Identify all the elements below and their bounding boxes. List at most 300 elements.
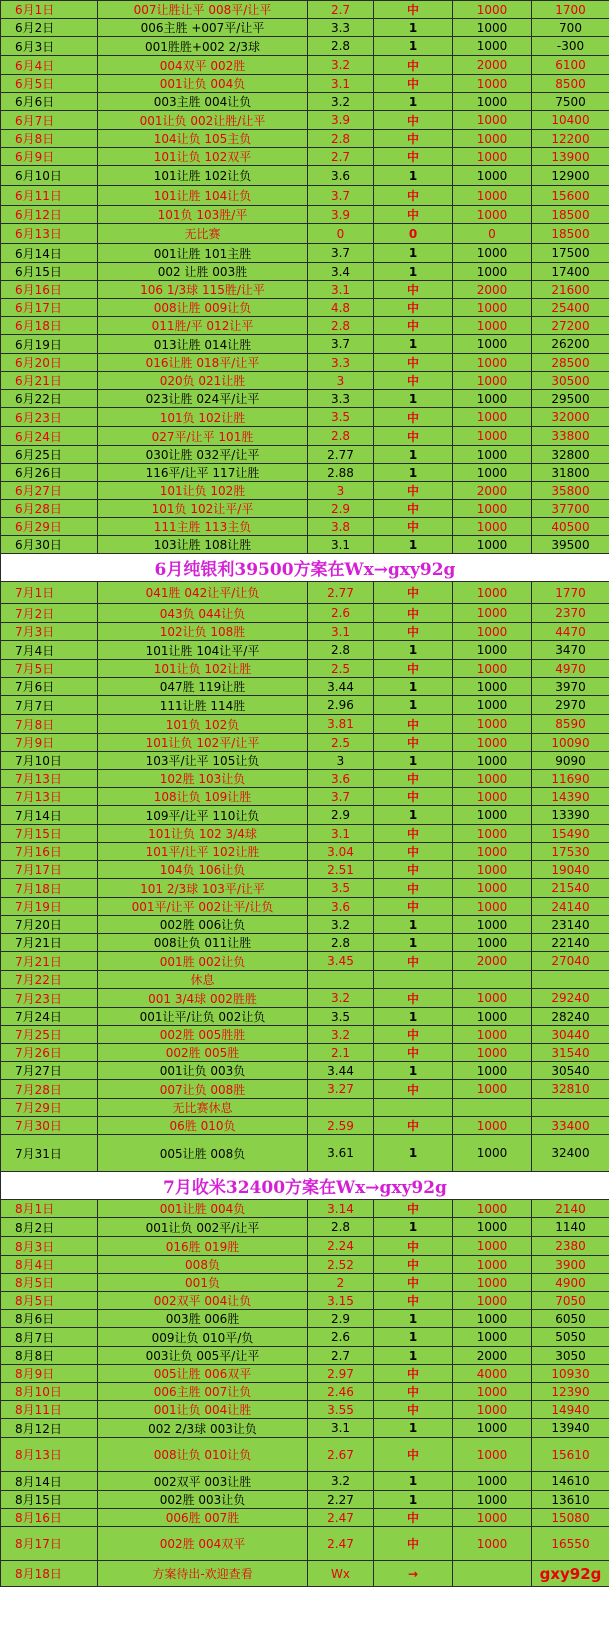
total-cell: 9090 (532, 752, 609, 770)
result-cell: 1 (374, 244, 453, 263)
total-cell: 1700 (532, 1, 609, 19)
total-cell: 13940 (532, 1419, 609, 1438)
total-cell (532, 1099, 609, 1117)
odds-cell: 3.1 (308, 75, 374, 93)
total-cell: 14610 (532, 1472, 609, 1491)
odds-cell: 3.5 (308, 1008, 374, 1026)
total-cell: 15490 (532, 825, 609, 843)
result-cell: 1 (374, 1491, 453, 1509)
date-cell: 6月5日 (1, 75, 98, 93)
table-row (1, 1080, 609, 1099)
date-cell: 7月16日 (1, 843, 98, 861)
stake-cell: 1000 (453, 408, 532, 427)
match-cell: 004双平 002胜 (98, 56, 308, 75)
stake-cell: 2000 (453, 281, 532, 299)
date-cell: 6月17日 (1, 299, 98, 317)
odds-cell: 3.5 (308, 879, 374, 898)
date-cell: 8月5日 (1, 1292, 98, 1310)
date-cell: 7月28日 (1, 1080, 98, 1099)
match-cell: 休息 (98, 971, 308, 989)
odds-cell: 2.8 (308, 37, 374, 56)
table-row (1, 372, 609, 390)
match-cell: 001负 (98, 1274, 308, 1292)
odds-cell: 2.8 (308, 130, 374, 148)
odds-cell: 3.9 (308, 111, 374, 130)
odds-cell: 2.8 (308, 1218, 374, 1237)
total-cell: 4900 (532, 1274, 609, 1292)
match-cell: 005让胜 008负 (98, 1135, 308, 1172)
total-cell: 14390 (532, 788, 609, 806)
date-cell: 7月7日 (1, 696, 98, 715)
result-cell: 中 (374, 1438, 453, 1472)
result-cell: 1 (374, 464, 453, 482)
date-cell: 6月11日 (1, 186, 98, 206)
stake-cell: 1000 (453, 1328, 532, 1347)
total-cell: 8590 (532, 715, 609, 734)
stake-cell: 1000 (453, 244, 532, 263)
stake-cell: 1000 (453, 696, 532, 715)
total-cell (532, 971, 609, 989)
odds-cell: 2.27 (308, 1491, 374, 1509)
table-row (1, 734, 609, 752)
odds-cell: 3.1 (308, 281, 374, 299)
match-cell: 111主胜 113主负 (98, 518, 308, 536)
stake-cell: 1000 (453, 1491, 532, 1509)
table-row (1, 1117, 609, 1135)
stake-cell: 1000 (453, 427, 532, 446)
total-cell: 7050 (532, 1292, 609, 1310)
table-row (1, 427, 609, 446)
date-cell: 6月25日 (1, 446, 98, 464)
result-cell: 中 (374, 354, 453, 372)
match-cell: 007让胜让平 008平/让平 (98, 1, 308, 19)
result-cell: 中 (374, 130, 453, 148)
date-cell: 8月12日 (1, 1419, 98, 1438)
match-cell: 003主胜 004让负 (98, 93, 308, 111)
result-cell: 中 (374, 1, 453, 19)
total-cell: 10930 (532, 1365, 609, 1383)
total-cell: 3970 (532, 678, 609, 696)
table-row (1, 148, 609, 166)
odds-cell: 0 (308, 224, 374, 244)
stake-cell: 1000 (453, 734, 532, 752)
summary-banner-row (1, 1172, 609, 1200)
odds-cell: 2.7 (308, 1347, 374, 1365)
stake-cell: 1000 (453, 19, 532, 37)
match-cell: 001平/让平 002让平/让负 (98, 898, 308, 916)
match-cell: 101让负 102胜 (98, 482, 308, 500)
result-cell: 1 (374, 446, 453, 464)
table-row (1, 56, 609, 75)
result-cell: 中 (374, 1292, 453, 1310)
table-row (1, 281, 609, 299)
date-cell: 8月1日 (1, 1200, 98, 1218)
stake-cell: 1000 (453, 1292, 532, 1310)
result-cell (374, 1099, 453, 1117)
total-cell: 12900 (532, 166, 609, 186)
result-cell: 1 (374, 1135, 453, 1172)
table-row (1, 1347, 609, 1365)
result-cell: 1 (374, 390, 453, 408)
date-cell: 8月10日 (1, 1383, 98, 1401)
stake-cell: 1000 (453, 879, 532, 898)
date-cell: 8月13日 (1, 1438, 98, 1472)
table-row (1, 770, 609, 788)
result-cell: 中 (374, 861, 453, 879)
total-cell: 33400 (532, 1117, 609, 1135)
match-cell: 007让负 008胜 (98, 1080, 308, 1099)
result-cell: 中 (374, 148, 453, 166)
total-cell: 33800 (532, 427, 609, 446)
stake-cell: 1000 (453, 861, 532, 879)
table-row (1, 536, 609, 554)
odds-cell: 2.9 (308, 500, 374, 518)
odds-cell: 3.7 (308, 335, 374, 354)
match-cell: 001让负 002让胜/让平 (98, 111, 308, 130)
result-cell: 中 (374, 186, 453, 206)
match-cell: 002双平 003让胜 (98, 1472, 308, 1491)
stake-cell (453, 1561, 532, 1587)
match-cell: 101让胜 104让负 (98, 186, 308, 206)
odds-cell: 2.24 (308, 1237, 374, 1256)
table-row (1, 1472, 609, 1491)
odds-cell: 3.7 (308, 788, 374, 806)
result-cell: 1 (374, 1310, 453, 1328)
odds-cell: 2.77 (308, 446, 374, 464)
table-row (1, 1310, 609, 1328)
date-cell: 7月23日 (1, 989, 98, 1008)
result-cell: 1 (374, 1062, 453, 1080)
match-cell: 109平/让平 110让负 (98, 806, 308, 825)
table-row (1, 916, 609, 934)
odds-cell: 2.97 (308, 1365, 374, 1383)
match-cell: 001让负 004让胜 (98, 1401, 308, 1419)
date-cell: 8月17日 (1, 1527, 98, 1561)
stake-cell: 1000 (453, 825, 532, 843)
stake-cell: 1000 (453, 1419, 532, 1438)
table-row (1, 952, 609, 971)
odds-cell (308, 1099, 374, 1117)
stake-cell: 1000 (453, 1026, 532, 1044)
odds-cell: 3 (308, 482, 374, 500)
table-row (1, 1401, 609, 1419)
table-row (1, 1527, 609, 1561)
result-cell: 中 (374, 1527, 453, 1561)
table-row (1, 446, 609, 464)
result-cell: 1 (374, 1218, 453, 1237)
odds-cell: 3.8 (308, 518, 374, 536)
table-row (1, 111, 609, 130)
date-cell: 6月2日 (1, 19, 98, 37)
result-cell: 中 (374, 623, 453, 641)
result-cell: 中 (374, 788, 453, 806)
total-cell: gxy92g (532, 1561, 609, 1587)
total-cell: 2380 (532, 1237, 609, 1256)
total-cell: 32810 (532, 1080, 609, 1099)
result-cell: 1 (374, 166, 453, 186)
match-cell: 101让胜 104让平/平 (98, 641, 308, 660)
stake-cell: 1000 (453, 1256, 532, 1274)
result-cell: 中 (374, 660, 453, 678)
date-cell: 6月9日 (1, 148, 98, 166)
match-cell: 047胜 119让胜 (98, 678, 308, 696)
date-cell: 6月22日 (1, 390, 98, 408)
result-cell: 中 (374, 825, 453, 843)
date-cell: 7月5日 (1, 660, 98, 678)
stake-cell: 1000 (453, 1383, 532, 1401)
total-cell: 29500 (532, 390, 609, 408)
odds-cell: 2.96 (308, 696, 374, 715)
table-row (1, 825, 609, 843)
total-cell: 21540 (532, 879, 609, 898)
total-cell: 21600 (532, 281, 609, 299)
table-row (1, 224, 609, 244)
date-cell: 7月20日 (1, 916, 98, 934)
stake-cell: 1000 (453, 464, 532, 482)
table-row (1, 623, 609, 641)
total-cell: 12200 (532, 130, 609, 148)
match-cell: 06胜 010负 (98, 1117, 308, 1135)
date-cell: 7月18日 (1, 879, 98, 898)
odds-cell: 2.5 (308, 660, 374, 678)
date-cell: 7月15日 (1, 825, 98, 843)
table-row (1, 861, 609, 879)
stake-cell: 2000 (453, 56, 532, 75)
result-cell: 1 (374, 1008, 453, 1026)
match-cell: 104负 106让负 (98, 861, 308, 879)
match-cell: 无比赛 (98, 224, 308, 244)
match-cell: 108让负 109让胜 (98, 788, 308, 806)
total-cell: 8500 (532, 75, 609, 93)
result-cell: → (374, 1561, 453, 1587)
table-row (1, 1561, 609, 1587)
total-cell: 6100 (532, 56, 609, 75)
odds-cell: 3.14 (308, 1200, 374, 1218)
odds-cell: 2 (308, 1274, 374, 1292)
table-row (1, 317, 609, 335)
result-cell (374, 971, 453, 989)
date-cell: 7月21日 (1, 934, 98, 952)
match-cell: 023让胜 024平/让平 (98, 390, 308, 408)
stake-cell: 1000 (453, 752, 532, 770)
total-cell: 1770 (532, 582, 609, 604)
date-cell: 6月16日 (1, 281, 98, 299)
summary-banner: 7月收米32400方案在Wx→gxy92g (1, 1172, 609, 1200)
table-row (1, 989, 609, 1008)
match-cell: 102胜 103让负 (98, 770, 308, 788)
match-cell: 101让负 102双平 (98, 148, 308, 166)
total-cell: 11690 (532, 770, 609, 788)
date-cell: 8月11日 (1, 1401, 98, 1419)
odds-cell: 2.6 (308, 1328, 374, 1347)
match-cell: 116平/让平 117让胜 (98, 464, 308, 482)
odds-cell: 3.1 (308, 825, 374, 843)
result-cell: 1 (374, 752, 453, 770)
stake-cell: 1000 (453, 843, 532, 861)
match-cell: 102让负 108胜 (98, 623, 308, 641)
date-cell: 6月21日 (1, 372, 98, 390)
table-row (1, 1256, 609, 1274)
match-cell: 002胜 005胜 (98, 1044, 308, 1062)
total-cell: 32000 (532, 408, 609, 427)
stake-cell: 1000 (453, 1135, 532, 1172)
odds-cell: 2.46 (308, 1383, 374, 1401)
date-cell: 7月1日 (1, 582, 98, 604)
result-cell: 中 (374, 1365, 453, 1383)
result-cell: 1 (374, 37, 453, 56)
match-cell: 006主胜 007让负 (98, 1383, 308, 1401)
odds-cell: 2.1 (308, 1044, 374, 1062)
stake-cell: 1000 (453, 446, 532, 464)
match-cell: 002胜 005胜胜 (98, 1026, 308, 1044)
result-cell: 中 (374, 299, 453, 317)
date-cell: 7月27日 (1, 1062, 98, 1080)
match-cell: 002胜 006让负 (98, 916, 308, 934)
stake-cell: 1000 (453, 536, 532, 554)
stake-cell: 1000 (453, 1218, 532, 1237)
match-cell: 101平/让平 102让胜 (98, 843, 308, 861)
stake-cell (453, 971, 532, 989)
table-row (1, 408, 609, 427)
stake-cell: 1000 (453, 1401, 532, 1419)
date-cell: 7月10日 (1, 752, 98, 770)
odds-cell: 2.9 (308, 806, 374, 825)
date-cell: 7月3日 (1, 623, 98, 641)
date-cell: 6月18日 (1, 317, 98, 335)
result-cell: 中 (374, 1200, 453, 1218)
table-row (1, 244, 609, 263)
stake-cell: 1000 (453, 130, 532, 148)
result-cell: 中 (374, 715, 453, 734)
match-cell: 101让负 102让胜 (98, 660, 308, 678)
odds-cell: 2.7 (308, 1, 374, 19)
stake-cell: 1000 (453, 1117, 532, 1135)
result-cell: 中 (374, 56, 453, 75)
odds-cell: 3.4 (308, 263, 374, 281)
stake-cell: 2000 (453, 952, 532, 971)
stake-cell: 1000 (453, 806, 532, 825)
table-row (1, 1044, 609, 1062)
odds-cell: 4.8 (308, 299, 374, 317)
result-cell: 1 (374, 1328, 453, 1347)
total-cell: 30440 (532, 1026, 609, 1044)
stake-cell: 0 (453, 224, 532, 244)
odds-cell: 3.44 (308, 678, 374, 696)
result-cell: 中 (374, 1026, 453, 1044)
stake-cell: 1000 (453, 206, 532, 224)
stake-cell: 1000 (453, 93, 532, 111)
table-row (1, 1200, 609, 1218)
stake-cell: 1000 (453, 916, 532, 934)
total-cell: 10400 (532, 111, 609, 130)
result-cell: 中 (374, 408, 453, 427)
result-cell: 中 (374, 1383, 453, 1401)
date-cell: 6月13日 (1, 224, 98, 244)
odds-cell: 3.3 (308, 19, 374, 37)
odds-cell: 3.55 (308, 1401, 374, 1419)
total-cell: 13390 (532, 806, 609, 825)
odds-cell: 3.7 (308, 244, 374, 263)
date-cell: 8月2日 (1, 1218, 98, 1237)
result-cell: 中 (374, 111, 453, 130)
odds-cell: 2.59 (308, 1117, 374, 1135)
odds-cell: 3.2 (308, 1472, 374, 1491)
table-row (1, 1, 609, 19)
stake-cell: 1000 (453, 186, 532, 206)
odds-cell: 2.51 (308, 861, 374, 879)
stake-cell: 4000 (453, 1365, 532, 1383)
match-cell: 003让负 005平/让平 (98, 1347, 308, 1365)
match-cell: 001胜 002让负 (98, 952, 308, 971)
odds-cell: 3.9 (308, 206, 374, 224)
stake-cell: 1000 (453, 148, 532, 166)
result-cell: 中 (374, 1117, 453, 1135)
total-cell: 3470 (532, 641, 609, 660)
odds-cell (308, 971, 374, 989)
match-cell: 101负 103胜/平 (98, 206, 308, 224)
total-cell: 6050 (532, 1310, 609, 1328)
date-cell: 7月31日 (1, 1135, 98, 1172)
date-cell: 6月14日 (1, 244, 98, 263)
total-cell: 1140 (532, 1218, 609, 1237)
date-cell: 7月14日 (1, 806, 98, 825)
result-cell: 中 (374, 75, 453, 93)
odds-cell: 3.6 (308, 898, 374, 916)
table-row (1, 715, 609, 734)
match-cell: 103让胜 108让胜 (98, 536, 308, 554)
date-cell: 7月30日 (1, 1117, 98, 1135)
total-cell: 13900 (532, 148, 609, 166)
result-cell: 中 (374, 1509, 453, 1527)
stake-cell: 2000 (453, 1347, 532, 1365)
stake-cell: 1000 (453, 678, 532, 696)
stake-cell: 1000 (453, 641, 532, 660)
total-cell: 31800 (532, 464, 609, 482)
match-cell: 106 1/3球 115胜/让平 (98, 281, 308, 299)
odds-cell: 3.45 (308, 952, 374, 971)
result-cell: 中 (374, 898, 453, 916)
result-cell: 中 (374, 317, 453, 335)
stake-cell: 1000 (453, 934, 532, 952)
stake-cell: 1000 (453, 500, 532, 518)
table-row (1, 1237, 609, 1256)
table-row (1, 354, 609, 372)
table-row (1, 390, 609, 408)
stake-cell: 1000 (453, 354, 532, 372)
table-row (1, 299, 609, 317)
date-cell: 6月28日 (1, 500, 98, 518)
date-cell: 8月18日 (1, 1561, 98, 1587)
table-row (1, 1218, 609, 1237)
table-row (1, 335, 609, 354)
total-cell: 29240 (532, 989, 609, 1008)
total-cell: 2370 (532, 604, 609, 623)
date-cell: 7月2日 (1, 604, 98, 623)
table-row (1, 806, 609, 825)
date-cell: 7月8日 (1, 715, 98, 734)
odds-cell: 2.67 (308, 1438, 374, 1472)
table-row (1, 93, 609, 111)
match-cell: 103平/让平 105让负 (98, 752, 308, 770)
result-cell: 1 (374, 1472, 453, 1491)
match-cell: 002胜 004双平 (98, 1527, 308, 1561)
table-row (1, 1099, 609, 1117)
total-cell: 26200 (532, 335, 609, 354)
result-cell: 1 (374, 916, 453, 934)
date-cell: 7月17日 (1, 861, 98, 879)
odds-cell: 3.04 (308, 843, 374, 861)
match-cell: 101让负 102平/让平 (98, 734, 308, 752)
